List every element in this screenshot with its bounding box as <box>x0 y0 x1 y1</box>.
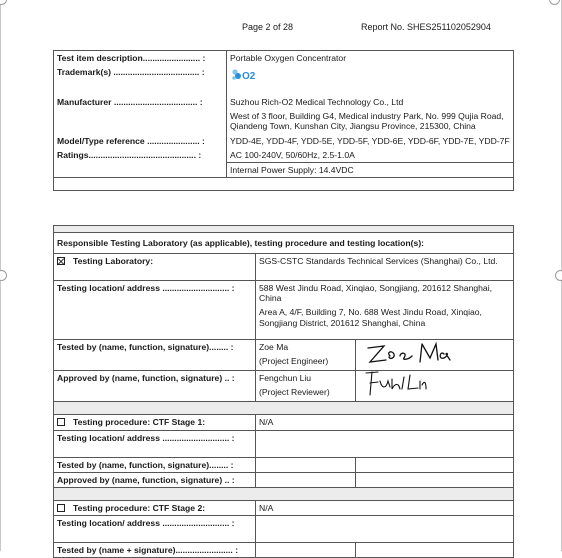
table-row <box>54 254 514 281</box>
ratings-value-1: AC 100-240V, 50/60Hz, 2.5-1.0A <box>227 148 514 163</box>
trademark-text: O2 <box>242 71 256 83</box>
tested-by-signature <box>356 340 514 371</box>
testing-location-2: Area A, 4/F, Building 7, No. 688 West Jindu Road, Xinqiao, Songjiang District, 201612 Shanghai, China <box>256 305 514 340</box>
manufacturer-label: Manufacturer ................................... : <box>54 95 227 109</box>
testing-location-label: Testing location/ address ............................ : <box>54 281 256 340</box>
table-row <box>54 415 514 430</box>
page-corner-marker <box>549 0 560 5</box>
page-number: Page 2 of 28 <box>242 22 294 32</box>
trademark-value <box>227 65 514 95</box>
manufacturer-address: West of 3 floor, Building G4, Medical industry Park, No. 999 Qujia Road, Qiandeng Town, Kunshan City, Jiangsu Province, 215300, China <box>227 109 514 133</box>
page-edge-marker <box>0 270 7 281</box>
table-row <box>54 51 514 66</box>
page-corner-marker <box>0 0 7 5</box>
lab-section-title: Responsible Testing Laboratory (as applicable), testing procedure and testing location(s): <box>54 233 514 254</box>
ctf1-procedure-value: N/A <box>256 415 514 430</box>
table-row <box>54 233 514 254</box>
ctf1-approved-by-signature <box>356 472 514 487</box>
testing-lab-value: SGS-CSTC Standards Technical Services (Shanghai) Co., Ltd. <box>256 254 514 281</box>
table-separator <box>54 402 514 415</box>
ctf2-location-value <box>256 515 514 542</box>
table-row <box>54 430 514 457</box>
unchecked-checkbox-icon <box>57 504 65 512</box>
table-row <box>54 134 514 148</box>
table-row <box>54 109 514 133</box>
approved-by-label: Approved by (name, function, signature) .. : <box>54 371 256 402</box>
manufacturer-address-spacer <box>54 109 227 133</box>
tested-by-name: Zoe Ma <box>259 342 289 353</box>
ratings-label: Ratings............................................. : <box>54 148 227 163</box>
ctf1-approved-by-label: Approved by (name, function, signature) .. : <box>54 472 256 487</box>
manufacturer-name: Suzhou Rich-O2 Medical Technology Co., Ltd <box>227 95 514 109</box>
tested-by-role: (Project Engineer) <box>259 355 329 366</box>
table-row <box>54 95 514 109</box>
ctf2-procedure-cell <box>54 500 256 515</box>
approved-by-person <box>256 371 356 402</box>
testing-lab-cell <box>54 254 256 281</box>
table-row <box>54 515 514 542</box>
table-row <box>54 226 514 233</box>
model-label: Model/Type reference ...................... : <box>54 134 227 148</box>
trademark-logo-icon <box>230 67 256 83</box>
table-row <box>54 340 514 371</box>
ctf1-tested-by-name <box>256 457 356 472</box>
ctf2-tested-by-name <box>256 542 356 557</box>
test-item-value: Portable Oxygen Concentrator <box>227 51 514 66</box>
table-row <box>54 500 514 515</box>
table-row <box>54 371 514 402</box>
ratings-spacer <box>54 162 227 177</box>
ctf1-tested-by-label: Tested by (name, function, signature)........ : <box>54 457 256 472</box>
testing-location-1: 588 West Jindu Road, Xinqiao, Songjiang, 201612 Shanghai, China <box>256 281 514 306</box>
ratings-value-2: Internal Power Supply: 14.4VDC <box>227 162 514 177</box>
ctf1-procedure-label: Testing procedure: CTF Stage 1: <box>73 417 206 428</box>
ctf1-tested-by-signature <box>356 457 514 472</box>
table-row <box>54 148 514 163</box>
model-value: YDD-4E, YDD-4F, YDD-5E, YDD-5F, YDD-6E, YDD-6F, YDD-7E, YDD-7F <box>227 134 514 148</box>
ctf2-tested-by-label: Tested by (name + signature)........................ : <box>54 542 256 557</box>
unchecked-checkbox-icon <box>57 418 65 426</box>
test-item-label: Test item description........................ : <box>54 51 227 66</box>
trademark-label: Trademark(s) .................................... : <box>54 65 227 95</box>
table-row <box>54 472 514 487</box>
ctf2-procedure-value: N/A <box>256 500 514 515</box>
tested-by-label: Tested by (name, function, signature)........ : <box>54 340 256 371</box>
report-number: Report No. SHES251102052904 <box>361 22 491 32</box>
ctf1-procedure-cell <box>54 415 256 430</box>
section-gap <box>54 226 514 233</box>
table-separator <box>54 487 514 500</box>
table-row <box>54 457 514 472</box>
table-row <box>54 162 514 177</box>
table-row <box>54 542 514 557</box>
table-row <box>54 65 514 95</box>
ctf2-procedure-label: Testing procedure: CTF Stage 2: <box>73 502 206 513</box>
approved-by-signature <box>356 371 514 402</box>
signature-fengchun-liu <box>360 371 440 400</box>
ctf1-location-value <box>256 430 514 457</box>
ctf1-approved-by-name <box>256 472 356 487</box>
table-row <box>54 281 514 306</box>
checked-checkbox-icon <box>57 257 65 265</box>
tested-by-person <box>256 340 356 371</box>
table-separator <box>54 177 514 190</box>
product-info-table <box>53 50 514 191</box>
approved-by-role: (Project Reviewer) <box>259 386 330 397</box>
approved-by-name: Fengchun Liu <box>259 373 312 384</box>
lab-table <box>53 225 514 558</box>
page-edge-marker <box>555 270 562 281</box>
testing-lab-label: Testing Laboratory: <box>73 256 154 267</box>
ctf2-location-label: Testing location/ address ............................ : <box>54 515 256 542</box>
signature-zoe-ma <box>362 340 457 369</box>
ctf2-tested-by-signature <box>356 542 514 557</box>
ctf1-location-label: Testing location/ address ............................ : <box>54 430 256 457</box>
